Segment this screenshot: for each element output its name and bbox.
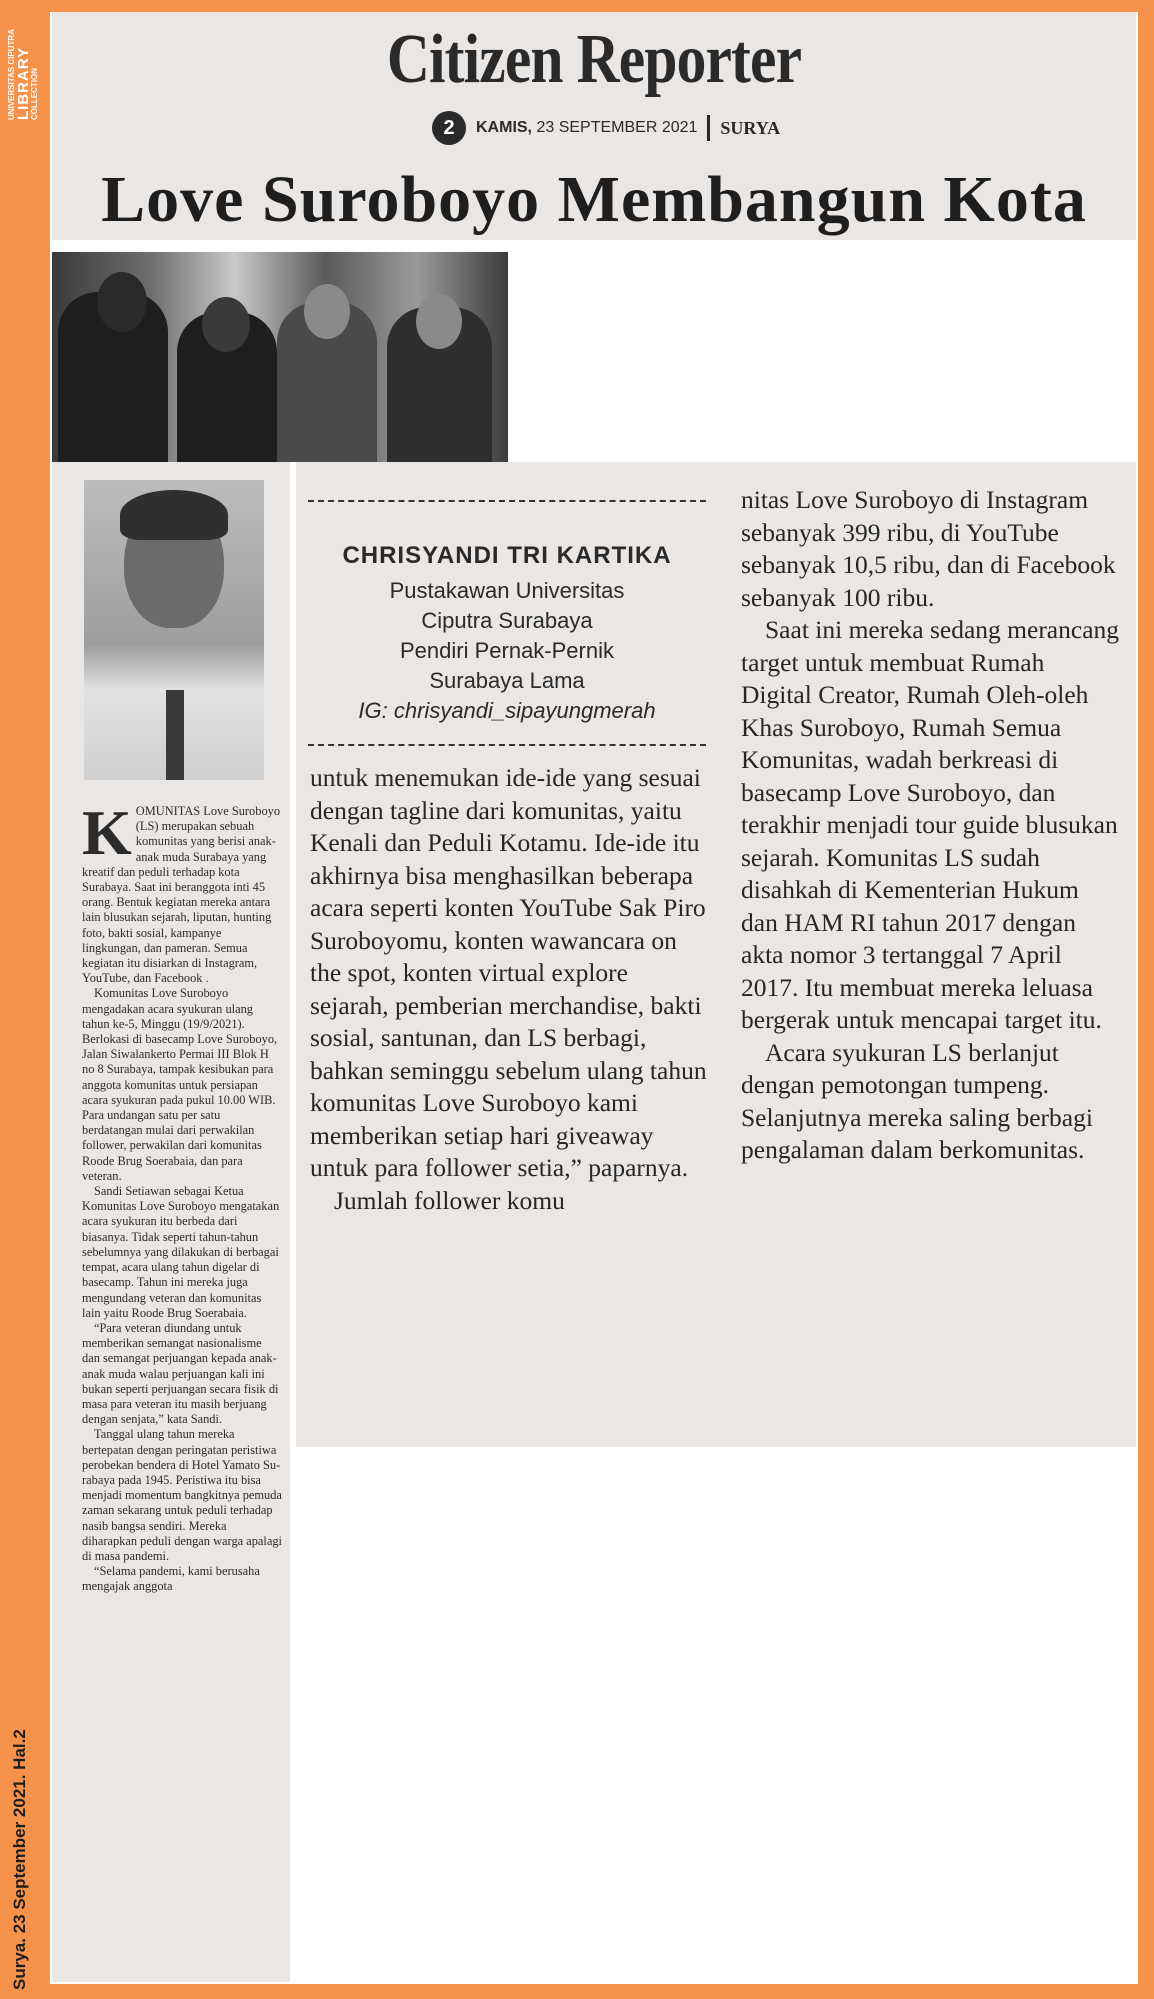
left-column-text (82, 797, 283, 1595)
logo-line-3: COLLECTION (30, 68, 39, 120)
right-paragraph-3: Acara syukuran LS berlanjut dengan pemotongan tumpeng. Selanjutnya mereka saling berbagi pengalaman dalam berkomunitas. (741, 1037, 1093, 1164)
photo-head-1 (97, 272, 147, 332)
portrait-tie (166, 690, 184, 780)
author-portrait (84, 480, 264, 780)
left-paragraph-5: Tanggal ulang tahun mereka bertepatan dengan peringatan peristiwa perobekan bendera di Hotel Yamato Surabaya pada 1945. Peristiwa itu bisa menjadi momentum bangkitnya pemuda zaman sekarang untuk peduli terhadap nasib bangsa sendiri. Mereka diharapkan peduli dengan warga apalagi di masa pandemi. (82, 1427, 283, 1563)
right-paragraph-1: nitas Love Suroboyo di Instagram sebanyak 399 ribu, di YouTube sebanyak 10,5 ribu, dan di Facebook sebanyak 100 ribu. (741, 485, 1116, 612)
left-paragraph-2: Komunitas Love Suroboyo mengadakan acara syukuran ulang tahun ke-5, Minggu (19/9/2021). Berlokasi di basecamp Love Suroboyo, Jalan Siwalankerto Permai III Blok H no 8 Surabaya, tampak kesibukan para anggota komunitas untuk persiapan acara syukuran pada pukul 10.00 WIB. Para undangan satu per satu berdatangan mulai dari perwakilan follower, perwakilan dari komunitas Roode Brug Soerabaia, dan para veteran. (82, 986, 278, 1183)
photo-head-4 (416, 294, 462, 349)
logo-line-1: UNIVERSITAS CIPUTRA (7, 29, 16, 120)
right-paragraph-2: Saat ini mereka sedang merancang target untuk membuat Rumah Digital Creator, Rumah Oleh-oleh Khas Suroboyo, Rumah Semua Komunitas, wadah berkreasi di basecamp Love Suroboyo, dan terakhir menjadi tour guide blusukan sejarah. Komunitas LS sudah disahkah di Kementerian Hukum dan HAM RI tahun 2017 dengan akta nomor 3 tertanggal 7 April 2017. Itu membuat mereka leluasa bergerak untuk mencapai target itu. (741, 615, 1120, 1034)
left-column (52, 462, 290, 1982)
dateline (432, 108, 780, 148)
byline-top-rule (308, 500, 706, 502)
article-headline: Love Suroboyo Membangun Kota (101, 163, 1087, 236)
right-column-text (741, 484, 1121, 1167)
author-byline (308, 492, 706, 730)
publication-date-text: 23 SEPTEMBER 2021 (536, 119, 698, 136)
drop-cap: K (82, 797, 132, 868)
left-paragraph-3: Sandi Setiawan sebagai Ketua Komunitas Love Suroboyo mengatakan acara syukuran itu berbeda dari biasanya. Tidak seperti tahun-tahun sebelumnya yang dilakukan di berbagai tempat, acara ulang tahun digelar di basecamp. Tahun ini mereka juga mengundang veteran dan komunitas lain yaitu Roode Brug Soerabaia. (82, 1184, 280, 1320)
newspaper-name: SURYA (720, 117, 781, 138)
page-number-badge: 2 (432, 111, 466, 145)
author-role-4: Surabaya Lama (429, 668, 585, 693)
main-text-block (296, 462, 1136, 1447)
author-instagram: IG: chrisyandi_sipayungmerah (358, 698, 656, 723)
author-role-3: Pendiri Pernak-Pernik (400, 638, 614, 663)
left-paragraph-6: “Selama pandemi, kami berusaha mengajak anggota (82, 1564, 260, 1594)
author-role-2: Ciputra Surabaya (421, 608, 593, 633)
middle-paragraph-2: Jumlah follower komu (334, 1185, 565, 1215)
portrait-hair (120, 490, 228, 540)
author-role-1: Pustakawan Universitas (389, 578, 625, 603)
library-logo (8, 29, 39, 120)
photo-head-3 (304, 284, 350, 339)
middle-paragraph-1: untuk menemukan ide-ide yang sesuai dengan tagline dari komunitas, yaitu Kenali dan Peduli Kotamu. Ide-ide itu akhirnya bisa menghasilkan beberapa acara seperti konten YouTube Sak Piro Suroboyomu, konten wawancara on the spot, konten virtual explore sejarah, pemberian merchandise, bakti sosial, santunan, dan LS berbagi, bahkan seminggu sebelum ulang tahun komunitas Love Suroboyo kami memberikan setiap hari giveaway untuk para follower setia,” paparnya. (310, 763, 707, 1182)
left-paragraph-1-text: OMUNITAS Love Suroboyo (LS) merupakan sebuah komunitas yang berisi anak-anak muda Surabaya yang kreatif dan peduli terhadap kota Surabaya. Saat ini beranggota inti 45 orang. Bentuk kegiatan mereka antara lain blusukan sejarah, liputan, hunting foto, bakti sosial, kampanye lingkungan, dan pameran. Semua kegiatan itu disiarkan di Instagram, YouTube, dan Facebook . (82, 804, 281, 986)
middle-column-text (310, 762, 708, 1217)
author-name: CHRISYANDI TRI KARTIKA (342, 542, 672, 569)
source-caption: Surya. 23 September 2021. Hal.2 (10, 1729, 29, 1990)
photo-head-2 (202, 297, 250, 352)
article-header (52, 12, 1136, 240)
publication-day: KAMIS, (476, 119, 532, 136)
rubric-title: Citizen Reporter (386, 21, 802, 98)
community-photo (52, 252, 508, 462)
left-paragraph-4: “Para veteran diundang untuk memberikan semangat nasionalisme dan semangat perjuangan kepada anak-anak muda walau perjuangan kali ini bukan seperti perjuangan secara fisik di masa para veteran itu masih berjuang dengan senjata,” kata Sandi. (82, 1320, 279, 1427)
publication-date (476, 119, 697, 137)
dateline-divider (707, 115, 710, 141)
logo-line-2: LIBRARY (15, 46, 32, 120)
left-paragraph-1 (82, 797, 282, 986)
byline-bottom-rule (308, 744, 706, 746)
